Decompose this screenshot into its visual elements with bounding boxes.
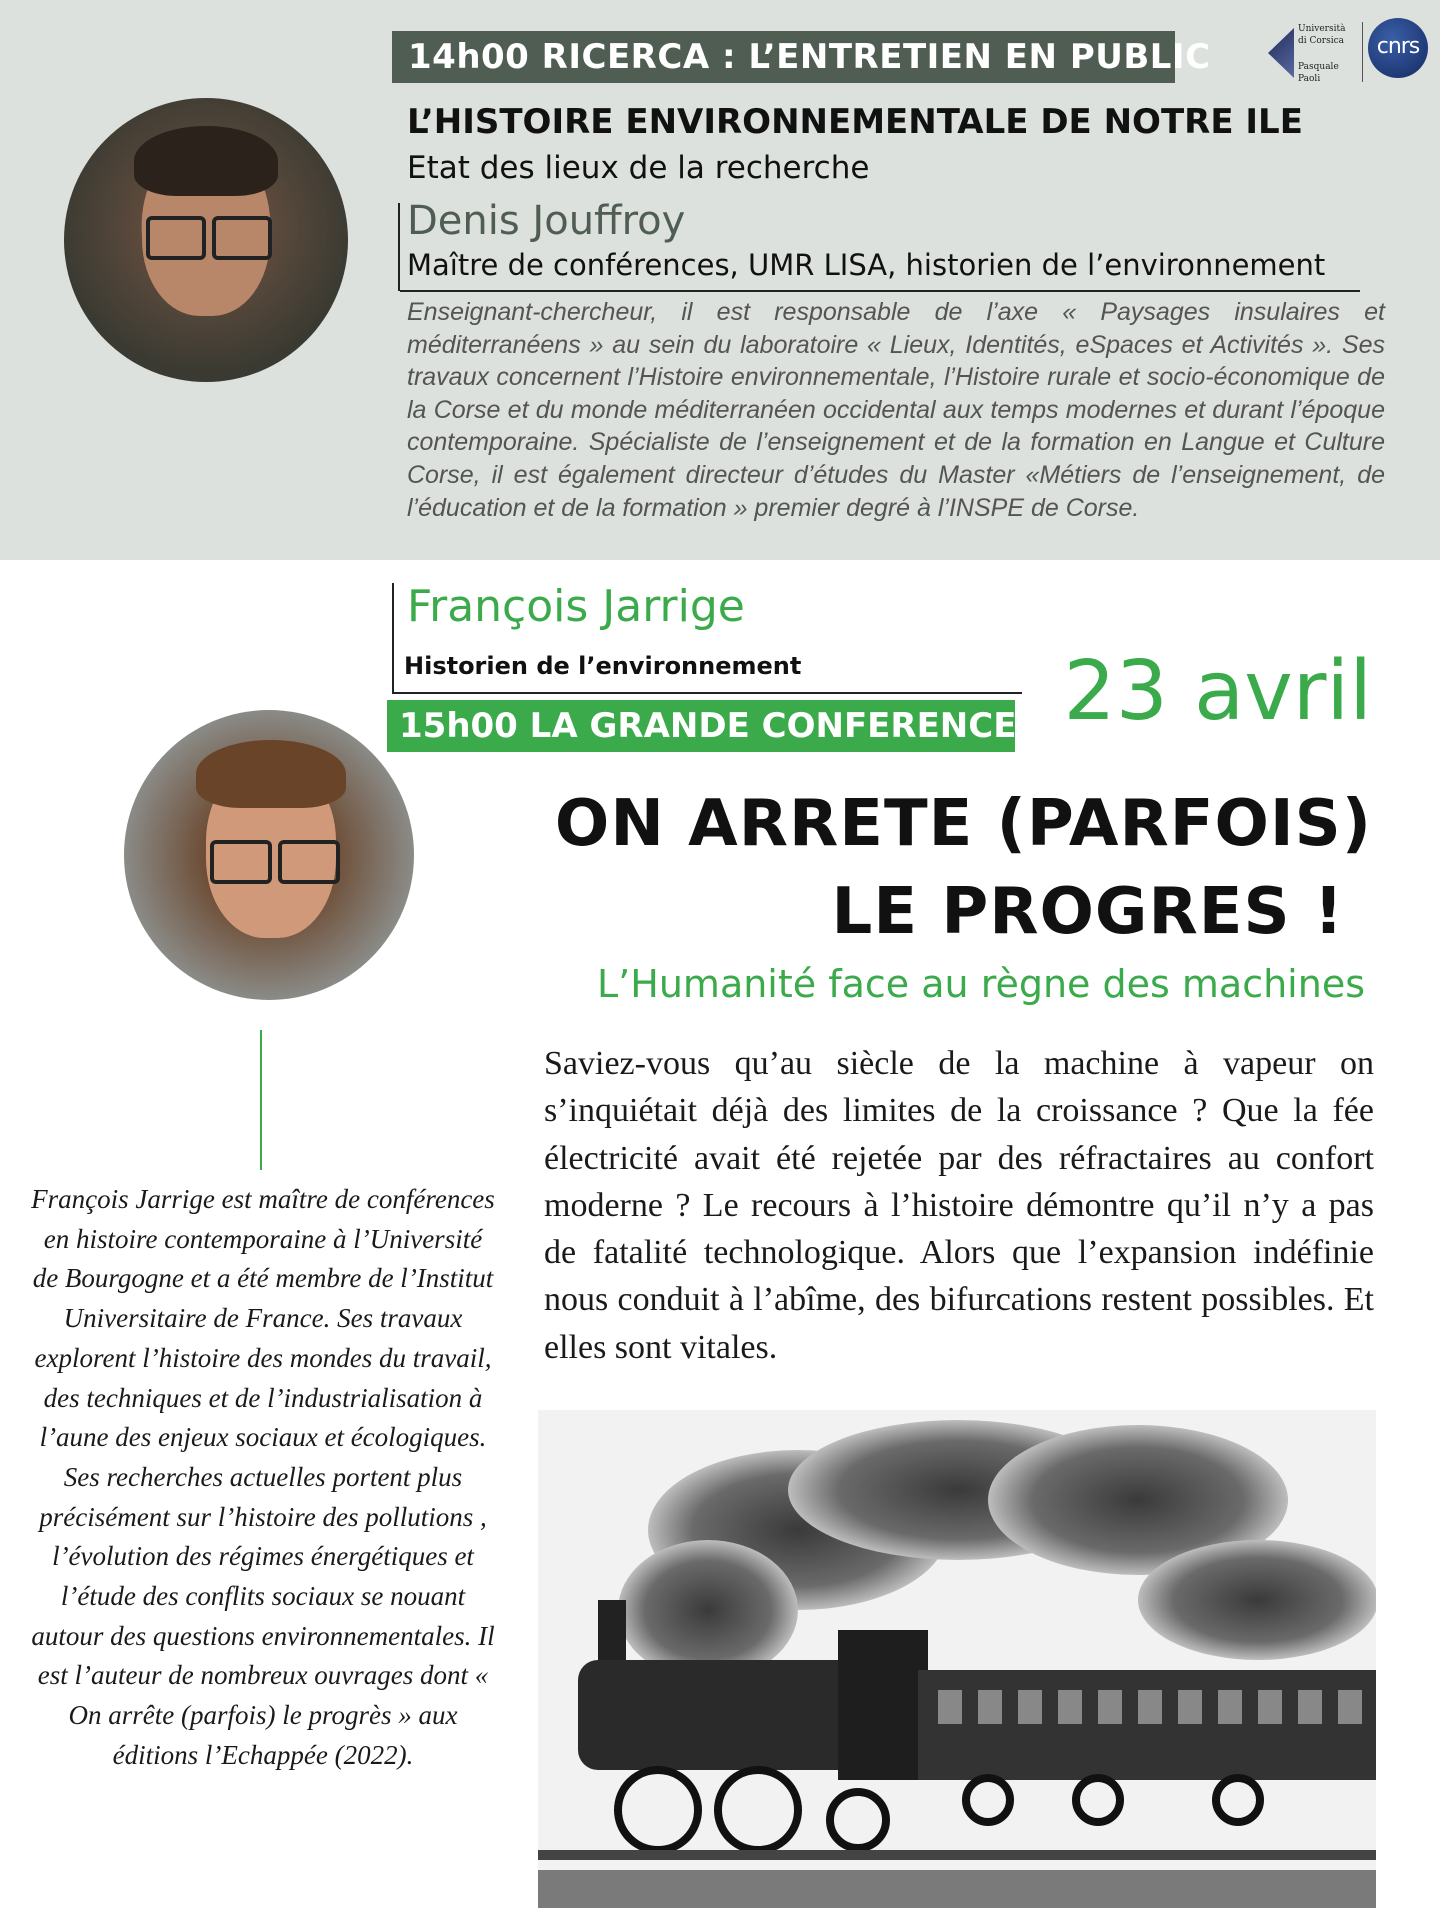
session2-badge: 15h00 LA GRANDE CONFERENCE [387, 700, 1015, 752]
conference-title-line1: ON ARRETE (PARFOIS) [554, 787, 1372, 861]
divider [400, 290, 1360, 292]
logo-text-line: Paoli [1298, 74, 1321, 84]
divider [392, 583, 394, 693]
session1-speaker-bio: Enseignant-chercheur, il est responsable de l’axe « Paysages insulaires et méditerranéens » au sein du laboratoire « Lieux, Identités, eSpaces et Activités ». Ses travaux concernent l’Histoire environnementale, l’Histoire rurale et socio-économique de la Corse et du monde méditerranéen occidental aux temps modernes et durant l’époque contemporaine. Spécialiste de l’enseignement et de la formation en Langue et Culture Corse, il est également directeur d’études du Master «Métiers de l’enseignement, de l’éducation et de la formation » premier degré à l’INSPE de Corse. [407, 298, 1385, 522]
universita-di-corsica-logo [1262, 18, 1358, 88]
logo-text-line: Pasquale [1298, 62, 1339, 72]
divider [398, 203, 400, 291]
hair-shape [134, 126, 278, 196]
conference-title-line2: LE PROGRES ! [831, 875, 1344, 949]
steam-train-image [538, 1410, 1376, 1908]
partner-logos [1262, 14, 1432, 92]
denis-jouffroy-portrait [64, 98, 348, 382]
conference-description: Saviez-vous qu’au siècle de la machine à vapeur on s’inquiétait déjà des limites de la croissance ? Que la fée électricité avait été rejetée par des réfractaires au confort moderne ? Le recours à l’histoire démontre qu’il n’y a pas de fatalité technologique. Alors que l’expansion indéfinie nous conduit à l’abîme, des bifurcations restent possibles. Et elles sont vitales. [544, 1045, 1374, 1366]
conference-title [472, 780, 1372, 956]
glasses-icon [210, 840, 272, 884]
hair-shape [196, 740, 346, 808]
conference-subtitle: L’Humanité face au règne des machines [597, 962, 1365, 1006]
cnrs-logo: cnrs [1368, 18, 1428, 78]
universita-logo-icon [1268, 28, 1294, 78]
logo-divider [1362, 22, 1363, 82]
session1-speaker-name: Denis Jouffroy [407, 198, 686, 244]
session1-badge: 14h00 RICERCA : L’ENTRETIEN EN PUBLIC [392, 31, 1175, 83]
session2-speaker-role: Historien de l’environnement [404, 652, 802, 680]
divider [260, 1030, 262, 1170]
logo-text-line: di Corsica [1298, 36, 1345, 46]
session1-speaker-role: Maître de conférences, UMR LISA, historien de l’environnement [407, 248, 1326, 282]
divider [392, 692, 1022, 694]
glasses-icon [278, 840, 340, 884]
glasses-icon [212, 216, 272, 260]
session2-speaker-name: François Jarrige [407, 581, 745, 632]
session1-subtitle: Etat des lieux de la recherche [407, 150, 870, 186]
event-date: 23 avril [1063, 644, 1372, 739]
session2-speaker-bio: François Jarrige est maître de conférences en histoire contemporaine à l’Université de Bourgogne et a été membre de l’Institut Universitaire de France. Ses travaux explorent l’histoire des mondes du travail, des techniques et de l’industrialisation à l’aune des enjeux sociaux et écologiques. Ses recherches actuelles portent plus précisément sur l’histoire des pollutions , l’évolution des régimes énergétiques et l’étude des conflits sociaux se nouant autour des questions environnementales. Il est l’auteur de nombreux ouvrages dont « On arrête (parfois) le progrès » aux éditions l’Echappée (2022). [31, 1184, 495, 1770]
logo-text-line: Università [1298, 24, 1346, 34]
session1-title: L’HISTOIRE ENVIRONNEMENTALE DE NOTRE ILE [407, 102, 1303, 142]
glasses-icon [146, 216, 206, 260]
francois-jarrige-portrait [124, 710, 414, 1000]
steam-locomotive-illustration [538, 1410, 1376, 1908]
